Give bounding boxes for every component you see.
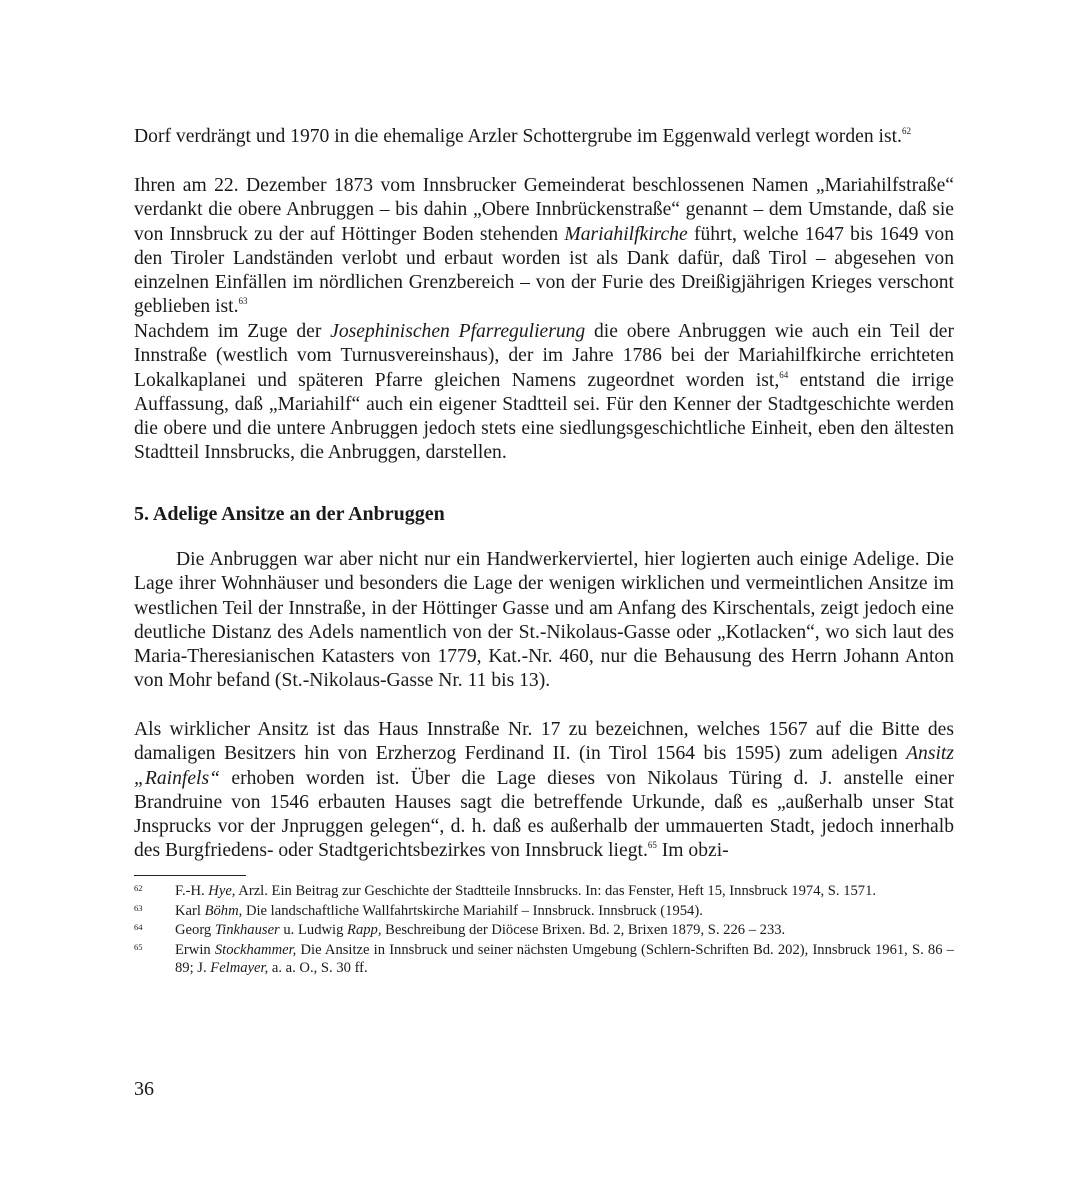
footnote-author: Tinkhauser [214, 922, 280, 938]
footnote-text: Die landschaftliche Wallfahrtskirche Mariahilf – Innsbruck. Innsbruck (1954). [242, 902, 703, 919]
paragraph-continuation [134, 125, 954, 149]
footnote-author: Hye, [208, 883, 236, 899]
footnote-62 [134, 882, 954, 901]
paragraph-text: Die Anbruggen war aber nicht nur ein Handwerkerviertel, hier logierten auch einige Adelige. Die Lage ihrer Wohnhäuser und besonders die Lage der wenigen wirklichen und vermeintlichen Ansitze im westlichen Teil der Innstraße, in der Höttinger Gasse und am Anfang des Kirschentals, zeigt jedoch eine deutliche Distanz des Adels namentlich von der St.-Nikolaus-Gasse oder „Kotlacken“, wo sich laut des Maria-Theresianischen Katasters von 1779, Kat.-Nr. 460, nur die Behausung des Herrn Johann Anton von Mohr befand (St.-Nikolaus-Gasse Nr. 11 bis 13). [134, 549, 954, 692]
footnote-64 [134, 921, 954, 940]
paragraph-text: Als wirklicher Ansitz ist das Haus Innstraße Nr. 17 zu bezeichnen, welches 1567 auf die Bitte des damaligen Besitzers hin von Erzherzog Ferdinand II. (in Tirol 1564 bis 1595) zum adeligen [134, 719, 954, 765]
footnote-text: F.-H. [175, 883, 209, 899]
footnote-text: Karl [175, 902, 205, 919]
footnote-text: Beschreibung der Diöcese Brixen. Bd. 2, Brixen 1879, S. 226 – 233. [381, 922, 786, 938]
paragraph-pfarregulierung [134, 320, 954, 466]
footnote-ref-62: 62 [901, 126, 911, 136]
footnote-ref-65: 65 [647, 840, 657, 851]
footnote-list [134, 882, 954, 979]
paragraph-text: Dorf verdrängt und 1970 in die ehemalige Arzler Schottergrube im Eggenwald verlegt worden ist. [134, 126, 902, 147]
page-number: 36 [134, 1078, 154, 1100]
footnote-author: Rapp, [347, 922, 382, 938]
emphasis-pfarregulierung: Josephinischen Pfarregulierung [330, 321, 586, 342]
paragraph-mariahilfstrasse [134, 174, 954, 320]
footnote-author: Stockhammer, [214, 941, 297, 958]
paragraph-ansitz-rainfels [134, 718, 954, 864]
footnote-divider [134, 875, 246, 876]
paragraph-text: die obere Anbruggen wie auch ein Teil der Innstraße (westlich vom Turnusvereinshaus), der im Jahre 1786 bei der Mariahilfkirche errichteten Lokalkaplanei und späteren Pfarre gleichen Namens zugeordnet worden ist, [134, 321, 954, 391]
paragraph-handwerkerviertel [134, 548, 954, 694]
footnote-text: a. a. O., S. 30 ff. [268, 960, 368, 976]
footnote-number: 64 [134, 922, 143, 932]
footnote-text: Erwin [175, 941, 215, 958]
footnote-ref-64: 64 [779, 369, 789, 380]
emphasis-ansitz-rainfels: Ansitz „Rainfels“ [134, 743, 954, 789]
footnote-ref-63: 63 [238, 296, 248, 307]
emphasis-mariahilfkirche: Mariahilfkirche [564, 223, 688, 245]
footnote-author: Felmayer, [210, 960, 269, 976]
paragraph-text: führt, welche 1647 bis 1649 von den Tiroler Landständen verlobt und erbaut worden ist als Dank dafür, daß Tirol – abgesehen von einzelnen Einfällen im nördlichen Grenzbereich – von der Furie des Dreißigjährigen Krieges verschont geblieben ist. [134, 223, 954, 318]
footnote-text: Georg [175, 922, 215, 938]
paragraph-text: Im obzi- [656, 840, 729, 862]
footnote-65 [134, 941, 954, 978]
footnote-text: Arzl. Ein Beitrag zur Geschichte der Stadtteile Innsbrucks. In: das Fenster, Heft 15, Innsbruck 1974, S. 1571. [235, 883, 877, 899]
paragraph-text: erhoben worden ist. Über die Lage dieses von Nikolaus Türing d. J. anstelle einer Brandruine von 1546 erbauten Hauses sagt die betreffende Urkunde, daß es „außerhalb unser Stat Jnsprucks vor der Jnpruggen gelegen“, d. h. daß es außerhalb der ummauerten Stadt, jedoch innerhalb des Burgfriedens- oder Stadtgerichtsbezirkes von Innsbruck liegt. [134, 767, 954, 862]
footnote-63 [134, 902, 954, 921]
footnote-number: 65 [134, 941, 143, 952]
footnote-number: 63 [134, 902, 143, 913]
footnote-text: u. Ludwig [279, 922, 348, 938]
paragraph-text: entstand die irrige Auffassung, daß „Mariahilf“ auch ein eigener Stadtteil sei. Für den Kenner der Stadtgeschichte werden die obere und die untere Anbruggen jedoch stets eine siedlungsgeschichtliche Einheit, eben den ältesten Stadtteil Innsbrucks, die Anbruggen, darstellen. [134, 369, 954, 464]
footnote-text: Die Ansitze in Innsbruck und seiner nächsten Umgebung (Schlern-Schriften Bd. 202), Innsbruck 1961, S. 86 – 89; J. [175, 941, 954, 976]
section-heading: 5. Adelige Ansitze an der Anbruggen [134, 503, 445, 525]
paragraph-text: Ihren am 22. Dezember 1873 vom Innsbrucker Gemeinderat beschlossenen Namen „Mariahilfstraße“ verdankt die obere Anbruggen – bis dahin „Obere Innbrückenstraße“ genannt – dem Umstande, daß sie von Innsbruck zu der auf Höttinger Boden stehenden [134, 175, 954, 245]
footnote-number: 62 [134, 883, 143, 893]
paragraph-text: Nachdem im Zuge der [134, 321, 331, 342]
footnote-author: Böhm, [204, 902, 243, 919]
